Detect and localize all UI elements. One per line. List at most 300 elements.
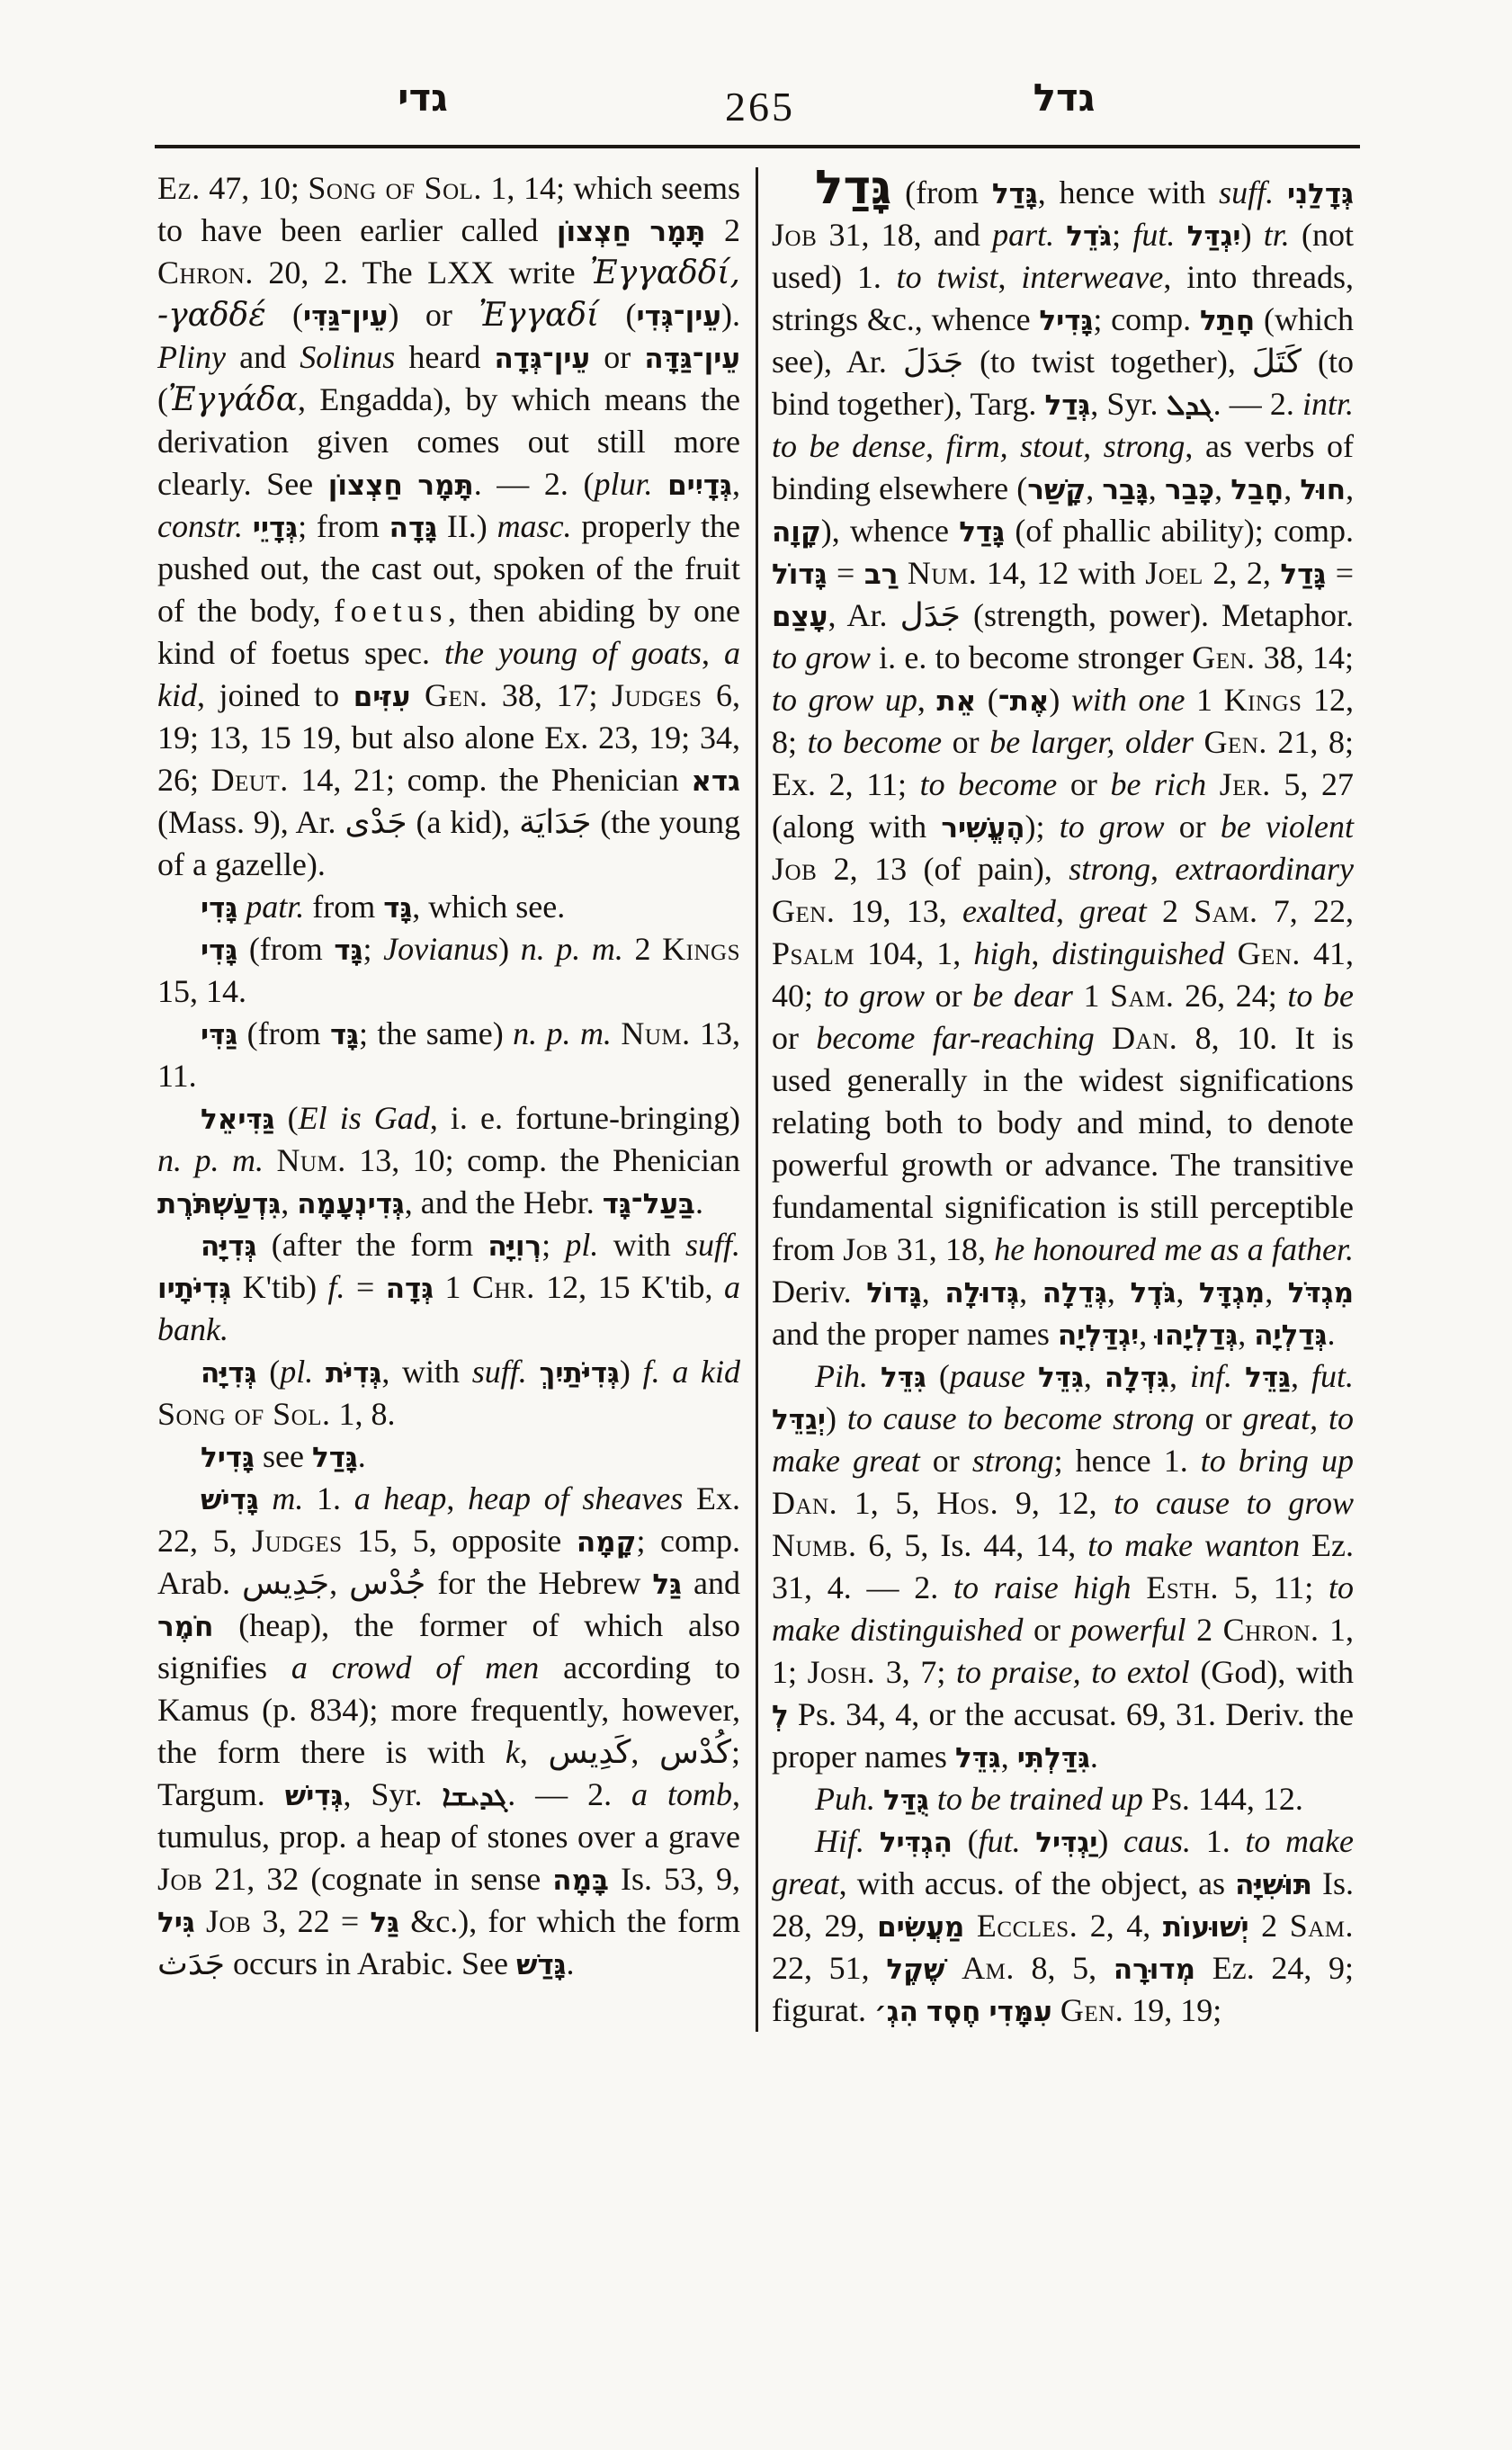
plain-text bbox=[612, 1015, 621, 1051]
right-column bbox=[772, 161, 1355, 2032]
hebrew-text: גֻּדַּל bbox=[883, 1784, 929, 1817]
italic-text: fut. bbox=[1311, 1358, 1355, 1394]
syriac-text: ܓܕܠ bbox=[1166, 388, 1213, 422]
plain-text: = bbox=[1326, 555, 1355, 591]
plain-text: . — 2. bbox=[1212, 386, 1302, 422]
plain-text: ) bbox=[1097, 1823, 1124, 1859]
smallcaps-book-reference: Psalm bbox=[772, 935, 854, 971]
plain-text: , bbox=[1284, 470, 1301, 506]
hebrew-text: גַּל bbox=[652, 1569, 682, 1601]
plain-text bbox=[1175, 217, 1186, 253]
italic-text: extraordinary bbox=[1175, 851, 1355, 887]
italic-text: be rich bbox=[1110, 766, 1207, 802]
hebrew-text: גָּדַל bbox=[959, 516, 1006, 549]
hebrew-text: גְּדַל bbox=[1044, 389, 1091, 422]
plain-text: 13, 10; comp. the Phenician bbox=[345, 1142, 741, 1178]
plain-text bbox=[1274, 174, 1287, 210]
italic-text: he honoured me as a father. bbox=[994, 1231, 1354, 1267]
plain-text bbox=[918, 1992, 926, 2028]
smallcaps-book-reference: Job bbox=[772, 217, 818, 253]
smallcaps-book-reference: Job bbox=[157, 1861, 203, 1897]
hebrew-text: מִגְדֹּל bbox=[1287, 1277, 1355, 1310]
plain-text: , Syr. bbox=[343, 1776, 443, 1812]
plain-text: (after the form bbox=[256, 1227, 488, 1263]
entry-paragraph bbox=[157, 1351, 740, 1435]
plain-text: 14, 21; comp. the Phenician bbox=[288, 762, 692, 798]
italic-text: a kid bbox=[672, 1354, 741, 1390]
arabic-text: كُدْس bbox=[659, 1734, 731, 1771]
italic-text: to bring up bbox=[1200, 1443, 1354, 1479]
hebrew-text: גִּדַּלְתִּי bbox=[1016, 1742, 1090, 1775]
hebrew-text: גָּדִי bbox=[201, 934, 238, 967]
entry-paragraph bbox=[157, 1097, 740, 1224]
plain-text: Deriv. bbox=[772, 1274, 867, 1310]
plain-text bbox=[1021, 1823, 1036, 1859]
italic-text: f. bbox=[642, 1354, 660, 1390]
plain-text: ( bbox=[599, 297, 637, 333]
plain-text: . bbox=[1089, 1739, 1098, 1775]
plain-text: and the proper names bbox=[772, 1316, 1058, 1352]
plain-text bbox=[243, 508, 253, 544]
hebrew-text: בָּמָה bbox=[552, 1864, 609, 1897]
hebrew-text: גָּד bbox=[383, 892, 413, 925]
hebrew-text: גֹּדֶל bbox=[1130, 1277, 1176, 1310]
plain-text: (from bbox=[891, 174, 992, 210]
plain-text bbox=[868, 1358, 881, 1394]
plain-text: or bbox=[1023, 1612, 1071, 1648]
hebrew-text: גְּדִיֹּת bbox=[325, 1357, 382, 1390]
plain-text: , bbox=[1106, 1274, 1131, 1310]
plain-text bbox=[631, 212, 649, 248]
plain-text: 38, 17; bbox=[488, 677, 613, 713]
hebrew-text: גָּדָה bbox=[389, 512, 438, 544]
plain-text: 21, 8; Ex. 2, 11; bbox=[772, 724, 1354, 802]
plain-text: heard bbox=[395, 339, 495, 375]
arabic-text: جَدِيس bbox=[242, 1565, 330, 1602]
plain-text: , bbox=[998, 259, 1022, 295]
plain-text: , bbox=[1086, 470, 1103, 506]
plain-text: or bbox=[772, 1020, 817, 1056]
plain-text: Is. 53, 9, bbox=[608, 1861, 741, 1897]
hebrew-text: גָּד bbox=[334, 934, 363, 967]
column-divider-rule bbox=[756, 167, 758, 2032]
plain-text: , bbox=[1019, 1274, 1042, 1310]
italic-text: to grow bbox=[772, 639, 871, 675]
hebrew-text: גְּדִיָּה bbox=[201, 1357, 257, 1390]
plain-text: II.) bbox=[437, 508, 497, 544]
arabic-text: جَدَايَة bbox=[518, 804, 592, 841]
hebrew-text: עֵין־גְּדָה bbox=[494, 343, 591, 375]
plain-text: , bbox=[1055, 893, 1080, 929]
italic-text: Solinus bbox=[300, 339, 396, 375]
plain-text: , bbox=[1290, 1358, 1311, 1394]
plain-text bbox=[403, 466, 418, 502]
hebrew-text: עֵין־גַּדָּה bbox=[644, 343, 740, 375]
smallcaps-book-reference: Gen. bbox=[1237, 935, 1301, 971]
plain-text: , into threads, strings &c., whence bbox=[772, 259, 1354, 337]
hebrew-text: מִגְדָּל bbox=[1198, 1277, 1266, 1310]
smallcaps-book-reference: Gen. bbox=[1192, 639, 1256, 675]
italic-text: a kid bbox=[157, 635, 741, 713]
plain-text bbox=[864, 1823, 880, 1859]
plain-text: = bbox=[344, 1269, 386, 1305]
plain-text: , as verbs of binding elsewhere ( bbox=[772, 428, 1354, 506]
plain-text: 104, 1, bbox=[854, 935, 974, 971]
plain-text: , bbox=[519, 1734, 549, 1770]
plain-text: with bbox=[598, 1227, 685, 1263]
hebrew-text: חֹמֶר bbox=[157, 1611, 214, 1643]
italic-text: to become bbox=[807, 724, 943, 760]
italic-text: plur. bbox=[594, 466, 653, 502]
plain-text: (from bbox=[237, 931, 335, 967]
hebrew-text: גָּדַשׁ bbox=[515, 1949, 567, 1981]
smallcaps-book-reference: Chron. bbox=[157, 255, 254, 291]
italic-text: fut. bbox=[1132, 217, 1176, 253]
hebrew-text: תָּמָר bbox=[649, 216, 706, 248]
entry-paragraph bbox=[772, 1820, 1354, 2032]
plain-text: (God), with bbox=[1189, 1654, 1354, 1690]
plain-text: Ps. 144, 12. bbox=[1142, 1781, 1303, 1817]
hebrew-text: גָּדַל bbox=[1280, 559, 1327, 591]
italic-text: suff. bbox=[684, 1227, 740, 1263]
letterspaced-text: foetus bbox=[334, 593, 449, 629]
plain-text: 22, 51, bbox=[772, 1950, 887, 1986]
hebrew-text: יַגְדִּיל bbox=[1035, 1827, 1098, 1859]
entry-paragraph bbox=[157, 167, 740, 886]
plain-text: ; bbox=[541, 1227, 566, 1263]
plain-text bbox=[1054, 217, 1066, 253]
plain-text: , bbox=[1176, 1274, 1199, 1310]
plain-text: 15, 14. bbox=[157, 973, 246, 1009]
smallcaps-book-reference: Gen. bbox=[1060, 1992, 1124, 2028]
entry-paragraph bbox=[157, 1435, 740, 1478]
italic-text: a heap bbox=[353, 1480, 447, 1516]
hebrew-text: גְּדִינְעָמָה bbox=[297, 1188, 405, 1221]
italic-text: to be dense, firm, stout, strong bbox=[772, 428, 1185, 464]
plain-text: ; comp. Arab. bbox=[157, 1523, 741, 1601]
plain-text: K'tib) bbox=[231, 1269, 328, 1305]
plain-text: ) bbox=[1240, 217, 1264, 253]
italic-text: to cause to grow bbox=[1114, 1485, 1355, 1521]
plain-text bbox=[1224, 935, 1237, 971]
hebrew-text: גְּדָה bbox=[385, 1273, 434, 1305]
plain-text: 19, 19; bbox=[1123, 1992, 1222, 2028]
plain-text: 6, 5, Is. 44, 14, bbox=[856, 1527, 1088, 1563]
plain-text: 31, 18, and bbox=[817, 217, 993, 253]
hebrew-text: תָּמָר bbox=[417, 469, 474, 502]
italic-text: suff. bbox=[471, 1354, 527, 1390]
hebrew-text: אֶת־ bbox=[998, 685, 1050, 718]
plain-text: ( bbox=[265, 297, 304, 333]
italic-text: to grow bbox=[1059, 809, 1165, 845]
entry-paragraph bbox=[772, 1778, 1354, 1820]
plain-text: 5, 27 (along with bbox=[772, 766, 1355, 845]
italic-text: high bbox=[973, 935, 1032, 971]
plain-text: , bbox=[1150, 851, 1176, 887]
hebrew-text: חָבַל bbox=[1230, 474, 1284, 506]
hebrew-text: הֶעֱשִׁיר bbox=[941, 812, 1025, 845]
italic-text: n. p. m. bbox=[513, 1015, 612, 1051]
italic-text: to become bbox=[919, 766, 1058, 802]
plain-text: 19, 13, bbox=[835, 893, 962, 929]
plain-text: , bbox=[921, 1274, 945, 1310]
italic-text: be larger, older bbox=[989, 724, 1194, 760]
smallcaps-book-reference: Esth. bbox=[1146, 1569, 1220, 1605]
plain-text: 2, 4, bbox=[1078, 1908, 1163, 1944]
italic-text: a tomb bbox=[631, 1776, 732, 1812]
smallcaps-book-reference: Eccles. bbox=[976, 1908, 1078, 1944]
plain-text: 15, 5, opposite bbox=[342, 1523, 577, 1559]
hebrew-text: יִגְדַּלְיָה bbox=[1057, 1319, 1140, 1352]
plain-text: properly the pushed out, the cast out, spoken of the fruit of the body, bbox=[157, 508, 741, 629]
plain-text: ; hence 1. bbox=[1053, 1443, 1201, 1479]
plain-text: 8, 5, bbox=[1014, 1950, 1114, 1986]
italic-text: to grow up bbox=[772, 682, 917, 718]
plain-text: ) bbox=[498, 931, 521, 967]
greek-text: Ἐγγαδί bbox=[479, 297, 600, 334]
plain-text: 6, 19; 13, 15 19, but also alone Ex. 23, 19; 34, 26; bbox=[157, 677, 741, 798]
hebrew-text: חוּל bbox=[1300, 474, 1346, 506]
plain-text: , with bbox=[381, 1354, 472, 1390]
entry-paragraph bbox=[157, 928, 740, 1013]
plain-text: ) bbox=[1049, 682, 1071, 718]
plain-text: , bbox=[1031, 935, 1052, 971]
hebrew-text: גדא bbox=[691, 765, 740, 798]
plain-text: 1, 5, bbox=[837, 1485, 937, 1521]
smallcaps-book-reference: Job bbox=[205, 1903, 252, 1939]
smallcaps-book-reference: Am. bbox=[962, 1950, 1015, 1986]
header-rule bbox=[155, 145, 1360, 148]
plain-text bbox=[1194, 724, 1204, 760]
plain-text: 3, 7; bbox=[875, 1654, 956, 1690]
plain-text: from bbox=[304, 889, 384, 925]
italic-text: become far-reaching bbox=[816, 1020, 1095, 1056]
plain-text: , bbox=[1139, 1316, 1156, 1352]
plain-text: , Ar. bbox=[828, 597, 900, 633]
plain-text: , bbox=[1169, 1358, 1191, 1394]
plain-text: ( bbox=[976, 682, 998, 718]
plain-text: 9, 12, bbox=[998, 1485, 1114, 1521]
italic-text: Pih. bbox=[815, 1358, 868, 1394]
plain-text: . bbox=[357, 1438, 366, 1474]
hebrew-text: עֵין־גְּדִי bbox=[636, 300, 721, 333]
plain-text: &c.), for which the form bbox=[399, 1903, 741, 1939]
plain-text: , bbox=[631, 1734, 660, 1770]
smallcaps-book-reference: Jer. bbox=[1219, 766, 1271, 802]
hebrew-text: גַּל bbox=[370, 1907, 400, 1939]
smallcaps-book-reference: Sam. bbox=[1110, 978, 1175, 1014]
plain-text: , with accus. of the object, as bbox=[838, 1865, 1236, 1901]
hebrew-text: גַּדֵּל bbox=[1245, 1362, 1291, 1394]
italic-text: to make wanton bbox=[1087, 1527, 1301, 1563]
plain-text: ; comp. bbox=[1093, 301, 1200, 337]
hebrew-text: גָּדַל bbox=[991, 178, 1038, 210]
plain-text: or bbox=[1057, 766, 1111, 802]
plain-text: or bbox=[1164, 809, 1221, 845]
plain-text: 41, 40; bbox=[772, 935, 1354, 1014]
plain-text: 2 bbox=[1146, 893, 1194, 929]
plain-text: , hence with bbox=[1037, 174, 1220, 210]
plain-text: ) or bbox=[388, 297, 479, 333]
smallcaps-book-reference: Judges bbox=[252, 1523, 343, 1559]
arabic-text: جَدْى bbox=[344, 804, 407, 841]
italic-text: powerful bbox=[1070, 1612, 1186, 1648]
plain-text: and bbox=[225, 339, 300, 375]
entry-paragraph bbox=[772, 1355, 1354, 1778]
hebrew-text: חַצְצוֹן bbox=[556, 216, 631, 248]
italic-text: the young of goats bbox=[443, 635, 702, 671]
plain-text bbox=[237, 889, 246, 925]
hebrew-text: עֵין־גַּדִּי bbox=[303, 300, 389, 333]
plain-text: ; Targum. bbox=[157, 1734, 741, 1812]
plain-text bbox=[313, 1354, 326, 1390]
syriac-text: ܓܕܝܫܐ bbox=[442, 1778, 508, 1812]
plain-text: Is. 28, 29, bbox=[772, 1865, 1354, 1944]
plain-text: 2, 13 (of pain), bbox=[817, 851, 1069, 887]
plain-text: ( bbox=[926, 1358, 950, 1394]
plain-text: . bbox=[1327, 1316, 1336, 1352]
hebrew-text: גִּדֵּל bbox=[1037, 1362, 1084, 1394]
italic-text: to praise, to extol bbox=[956, 1654, 1190, 1690]
plain-text: 1, 8. bbox=[330, 1396, 396, 1432]
hebrew-text: גָּדוֹל bbox=[772, 559, 828, 591]
hebrew-text: עִזִּים bbox=[353, 681, 411, 713]
hebrew-text: עָצַם bbox=[772, 601, 828, 633]
plain-text: 47, 10; bbox=[200, 170, 309, 206]
plain-text: = bbox=[827, 555, 864, 591]
plain-text: 2 bbox=[705, 212, 741, 248]
smallcaps-book-reference: Num. bbox=[907, 555, 978, 591]
smallcaps-book-reference: Job bbox=[772, 851, 818, 887]
hebrew-text: גַּדִּי bbox=[201, 1019, 238, 1051]
plain-text: , bbox=[1148, 470, 1165, 506]
plain-text: ( bbox=[256, 1354, 281, 1390]
plain-text bbox=[1206, 766, 1220, 802]
hebrew-text: חֶסֶד bbox=[926, 1996, 981, 2028]
hebrew-text: בַּעַל־גָּד bbox=[602, 1188, 695, 1221]
plain-text: , bbox=[1000, 1739, 1017, 1775]
plain-text: , and the Hebr. bbox=[404, 1185, 603, 1221]
arabic-text: جُدْس bbox=[349, 1565, 426, 1602]
smallcaps-book-reference: Chr. bbox=[471, 1269, 535, 1305]
italic-text: to twist bbox=[896, 259, 998, 295]
plain-text: 12, 8; bbox=[772, 682, 1355, 760]
plain-text: or bbox=[919, 1443, 972, 1479]
plain-text: . bbox=[694, 1185, 703, 1221]
plain-text: (from bbox=[237, 1015, 330, 1051]
plain-text: 2, 2, bbox=[1203, 555, 1281, 591]
plain-text: 1. bbox=[303, 1480, 354, 1516]
italic-text: exalted bbox=[962, 893, 1056, 929]
hebrew-text: לְ bbox=[772, 1700, 789, 1732]
plain-text: 20, 2. The LXX write bbox=[253, 255, 591, 291]
plain-text: 21, 32 (cognate in sense bbox=[202, 1861, 553, 1897]
hebrew-text: גָּדִי bbox=[201, 892, 238, 925]
italic-text: masc. bbox=[497, 508, 572, 544]
plain-text: 14, 12 with bbox=[977, 555, 1146, 591]
plain-text: 31, 18, bbox=[888, 1231, 995, 1267]
plain-text: , bbox=[917, 682, 937, 718]
hebrew-text: יְגַדֵּל bbox=[772, 1404, 826, 1436]
hebrew-text: גָּדַל bbox=[311, 1442, 358, 1474]
plain-text: , which see. bbox=[412, 889, 566, 925]
plain-text: ( bbox=[952, 1823, 979, 1859]
smallcaps-book-reference: Numb. bbox=[772, 1527, 857, 1563]
plain-text bbox=[527, 1354, 540, 1390]
italic-text: caus. bbox=[1123, 1823, 1192, 1859]
hebrew-text: קָמָה bbox=[576, 1526, 637, 1559]
italic-text: interweave bbox=[1021, 259, 1164, 295]
smallcaps-book-reference: Judges bbox=[612, 677, 702, 713]
hebrew-text: גָּדוֹל bbox=[866, 1277, 922, 1310]
plain-text: 26, 24; bbox=[1174, 978, 1288, 1014]
hebrew-text: אֵת bbox=[936, 685, 977, 718]
hebrew-text: שֶׁקֶל bbox=[886, 1954, 945, 1986]
plain-text: , bbox=[281, 1185, 298, 1221]
plain-text: ) bbox=[825, 1400, 847, 1436]
hebrew-text: גְּדִישׁ bbox=[284, 1780, 344, 1812]
italic-text: great bbox=[1079, 893, 1147, 929]
hebrew-text: רַב bbox=[863, 559, 899, 591]
entry-paragraph bbox=[157, 1013, 740, 1097]
hebrew-text: גַּדִּיאֵל bbox=[201, 1104, 275, 1136]
italic-text: fut. bbox=[978, 1823, 1021, 1859]
plain-text: 5, 11; bbox=[1219, 1569, 1329, 1605]
italic-text: k bbox=[505, 1734, 520, 1770]
plain-text: , then abiding by one kind of foetus spec. bbox=[157, 593, 740, 671]
plain-text: 12, 15 K'tib, bbox=[534, 1269, 724, 1305]
plain-text bbox=[1132, 1569, 1147, 1605]
plain-text: ) bbox=[619, 1354, 643, 1390]
smallcaps-book-reference: Hos. bbox=[936, 1485, 999, 1521]
plain-text: , i. e. fortune-bringing) bbox=[429, 1100, 740, 1136]
text-columns bbox=[157, 161, 1355, 2032]
plain-text: , bbox=[1238, 1316, 1255, 1352]
hebrew-text: גִּיל bbox=[157, 1907, 195, 1939]
italic-text: patr. bbox=[246, 889, 305, 925]
italic-text: part. bbox=[992, 217, 1055, 253]
italic-text: Pliny bbox=[157, 339, 226, 375]
plain-text: 1, 14; which seems to have been earlier called bbox=[157, 170, 740, 248]
hebrew-text: גָּדִיל bbox=[201, 1442, 255, 1474]
greek-text: Ἐγγαδδί, -γαδδέ bbox=[157, 255, 740, 334]
italic-text: m. bbox=[272, 1480, 304, 1516]
smallcaps-book-reference: Deut. bbox=[210, 762, 289, 798]
plain-text bbox=[1232, 1358, 1245, 1394]
smallcaps-book-reference: Josh. bbox=[807, 1654, 876, 1690]
smallcaps-book-reference: Kings bbox=[1223, 682, 1302, 718]
plain-text: Ez. 31, 4. — 2. bbox=[772, 1527, 1354, 1605]
italic-text: pause bbox=[949, 1358, 1025, 1394]
hebrew-text: יִגְדַּל bbox=[1186, 220, 1241, 253]
italic-text: Hif. bbox=[815, 1823, 865, 1859]
plain-text: , bbox=[1265, 1274, 1288, 1310]
plain-text bbox=[898, 555, 908, 591]
hebrew-text: מְדוּרָה bbox=[1113, 1954, 1196, 1986]
plain-text: (heap), the former of which also signifies bbox=[157, 1607, 740, 1685]
plain-text bbox=[980, 1992, 989, 2028]
plain-text: (to twist together), bbox=[963, 344, 1252, 380]
plain-text bbox=[264, 1142, 276, 1178]
italic-text: to be trained up bbox=[936, 1781, 1143, 1817]
plain-text: Ex. 22, 5, bbox=[157, 1480, 741, 1559]
plain-text: or bbox=[1194, 1400, 1243, 1436]
hebrew-text: כָּבַר bbox=[1164, 474, 1215, 506]
plain-text: 2 bbox=[622, 931, 663, 967]
hebrew-text: קָוָה bbox=[772, 516, 821, 549]
plain-text: or bbox=[924, 978, 973, 1014]
smallcaps-book-reference: Sam. bbox=[1194, 893, 1258, 929]
